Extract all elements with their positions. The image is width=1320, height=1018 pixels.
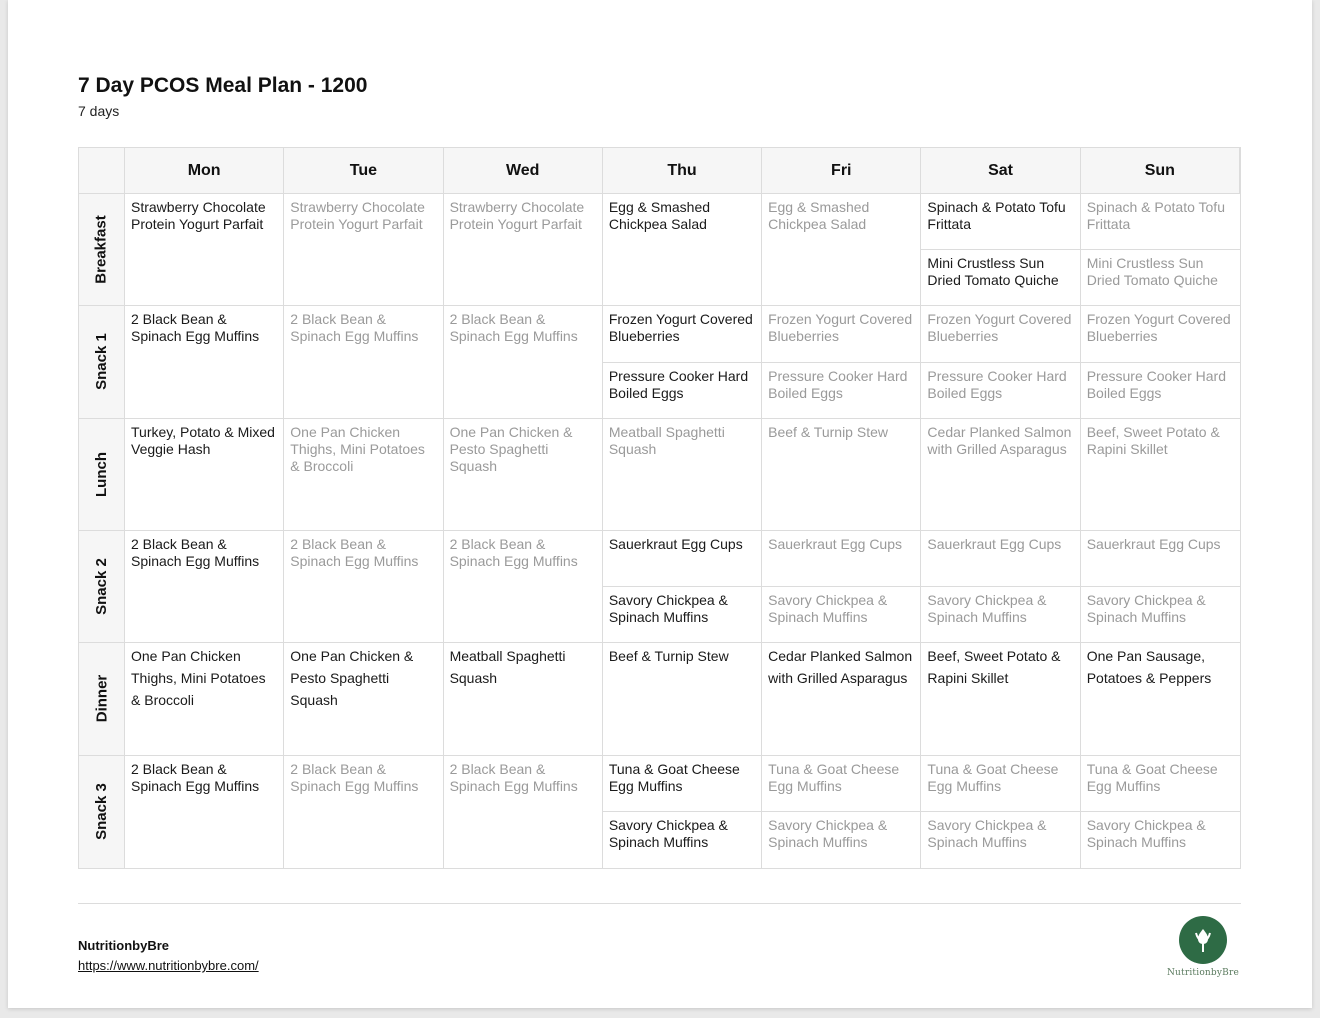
- meal-entry: Savory Chickpea & Spinach Muffins: [603, 586, 761, 642]
- meal-cell: [762, 643, 921, 755]
- meal-cell: [284, 419, 443, 531]
- meal-label-breakfast: [79, 194, 125, 306]
- meal-entry: Savory Chickpea & Spinach Muffins: [762, 811, 920, 868]
- meal-cell: [921, 194, 1080, 306]
- footer-divider: [78, 903, 1241, 904]
- meal-entry: Frozen Yogurt Covered Blueberries: [608, 311, 753, 345]
- meal-entry: Savory Chickpea & Spinach Muffins: [1081, 586, 1240, 642]
- meal-entry: One Pan Chicken & Pesto Spaghetti Squash: [290, 648, 414, 709]
- meal-entry: Savory Chickpea & Spinach Muffins: [1081, 811, 1240, 868]
- meal-cell: [921, 419, 1080, 531]
- meal-entry: Pressure Cooker Hard Boiled Eggs: [603, 362, 761, 418]
- meal-entry: Egg & Smashed Chickpea Salad: [768, 199, 870, 232]
- meal-cell: [921, 306, 1080, 418]
- meal-cell: [284, 194, 443, 306]
- meal-entry: Mini Crustless Sun Dried Tomato Quiche: [1081, 249, 1240, 305]
- meal-cell: [762, 419, 921, 531]
- meal-entry: Strawberry Chocolate Protein Yogurt Parfait: [449, 199, 585, 232]
- meal-cell: [1081, 306, 1240, 418]
- meal-cell: [603, 531, 762, 643]
- meal-cell: [1081, 194, 1240, 306]
- meal-entry: Tuna & Goat Cheese Egg Muffins: [1086, 760, 1218, 794]
- meal-label-text: Snack 1: [93, 333, 110, 391]
- footer-link[interactable]: https://www.nutritionbybre.com/: [78, 958, 259, 973]
- meal-cell: [603, 306, 762, 418]
- meal-entry: Cedar Planked Salmon with Grilled Asparagus: [768, 648, 913, 687]
- meal-entry: Meatball Spaghetti Squash: [608, 423, 725, 457]
- meal-entry: Cedar Planked Salmon with Grilled Asparagus: [927, 423, 1072, 457]
- meal-entry: Spinach & Potato Tofu Frittata: [1086, 199, 1225, 232]
- day-header-thu: Thu: [603, 148, 762, 194]
- day-header-tue: Tue: [284, 148, 443, 194]
- meal-cell: [125, 419, 284, 531]
- meal-entry: Sauerkraut Egg Cups: [1086, 536, 1221, 552]
- meal-cell: [603, 419, 762, 531]
- meal-label-text: Lunch: [93, 451, 110, 497]
- meal-label-text: Snack 2: [93, 558, 110, 616]
- meal-label-snack-1: [79, 306, 125, 418]
- meal-entry: Spinach & Potato Tofu Frittata: [927, 199, 1066, 232]
- meal-cell: [762, 194, 921, 306]
- meal-entry: Beef & Turnip Stew: [768, 423, 888, 440]
- meal-entry: Savory Chickpea & Spinach Muffins: [921, 811, 1079, 868]
- meal-label-snack-2: [79, 531, 125, 643]
- day-header-wed: Wed: [444, 148, 603, 194]
- meal-cell: [444, 531, 603, 643]
- meal-cell: [444, 756, 603, 868]
- meal-entry: Tuna & Goat Cheese Egg Muffins: [608, 760, 740, 794]
- meal-entry: One Pan Chicken & Pesto Spaghetti Squash: [449, 423, 573, 474]
- meal-cell: [125, 306, 284, 418]
- meal-cell: [125, 756, 284, 868]
- table-corner: [79, 148, 125, 194]
- meal-entry: Pressure Cooker Hard Boiled Eggs: [1081, 362, 1240, 418]
- meal-entry: 2 Black Bean & Spinach Egg Muffins: [131, 760, 260, 794]
- footer-brand: NutritionbyBre: [78, 938, 169, 953]
- meal-label-snack-3: [79, 756, 125, 868]
- meal-plan-page: [8, 0, 1312, 1008]
- meal-label-text: Snack 3: [93, 783, 110, 841]
- page-title: 7 Day PCOS Meal Plan - 1200: [78, 74, 368, 97]
- day-header-sat: Sat: [921, 148, 1080, 194]
- meal-cell: [1081, 756, 1240, 868]
- meal-entry: 2 Black Bean & Spinach Egg Muffins: [131, 311, 260, 345]
- meal-entry: Sauerkraut Egg Cups: [927, 536, 1062, 552]
- meal-cell: [444, 306, 603, 418]
- meal-cell: [1081, 419, 1240, 531]
- meal-cell: [444, 643, 603, 755]
- meal-entry: Mini Crustless Sun Dried Tomato Quiche: [921, 249, 1079, 305]
- meal-entry: Frozen Yogurt Covered Blueberries: [927, 311, 1072, 345]
- tulip-icon: [1179, 916, 1227, 964]
- meal-entry: Frozen Yogurt Covered Blueberries: [1086, 311, 1231, 345]
- meal-entry: One Pan Chicken Thighs, Mini Potatoes & Broccoli: [131, 648, 266, 709]
- meal-entry: Savory Chickpea & Spinach Muffins: [762, 586, 920, 642]
- meal-entry: Tuna & Goat Cheese Egg Muffins: [927, 760, 1059, 794]
- meal-plan-table: [78, 147, 1241, 869]
- day-header-mon: Mon: [125, 148, 284, 194]
- meal-entry: Pressure Cooker Hard Boiled Eggs: [762, 362, 920, 418]
- meal-cell: [921, 643, 1080, 755]
- meal-entry: Sauerkraut Egg Cups: [768, 536, 902, 552]
- meal-cell: [921, 531, 1080, 643]
- meal-cell: [444, 194, 603, 306]
- meal-entry: Sauerkraut Egg Cups: [608, 536, 743, 552]
- meal-cell: [921, 756, 1080, 868]
- meal-cell: [444, 419, 603, 531]
- meal-entry: Tuna & Goat Cheese Egg Muffins: [768, 760, 900, 794]
- meal-cell: [762, 756, 921, 868]
- brand-logo: [1162, 916, 1244, 982]
- meal-entry: Meatball Spaghetti Squash: [449, 648, 566, 687]
- meal-label-dinner: [79, 643, 125, 755]
- meal-cell: [603, 643, 762, 755]
- meal-entry: Egg & Smashed Chickpea Salad: [608, 199, 711, 232]
- meal-cell: [284, 756, 443, 868]
- meal-cell: [603, 194, 762, 306]
- meal-cell: [1081, 643, 1240, 755]
- meal-entry: Strawberry Chocolate Protein Yogurt Parfait: [290, 199, 425, 232]
- meal-cell: [762, 531, 921, 643]
- meal-entry: 2 Black Bean & Spinach Egg Muffins: [290, 760, 419, 794]
- meal-entry: Savory Chickpea & Spinach Muffins: [603, 811, 761, 868]
- meal-label-lunch: [79, 419, 125, 531]
- meal-entry: 2 Black Bean & Spinach Egg Muffins: [449, 536, 578, 569]
- logo-text: NutritionbyBre: [1166, 968, 1240, 978]
- day-header-fri: Fri: [762, 148, 921, 194]
- meal-cell: [125, 531, 284, 643]
- meal-entry: One Pan Sausage, Potatoes & Peppers: [1086, 648, 1212, 687]
- meal-cell: [284, 643, 443, 755]
- page-subtitle: 7 days: [78, 103, 120, 119]
- meal-cell: [1081, 531, 1240, 643]
- meal-entry: Beef, Sweet Potato & Rapini Skillet: [1086, 423, 1220, 457]
- meal-entry: Strawberry Chocolate Protein Yogurt Parfait: [131, 199, 266, 232]
- meal-cell: [762, 306, 921, 418]
- meal-entry: 2 Black Bean & Spinach Egg Muffins: [290, 311, 419, 345]
- meal-cell: [284, 306, 443, 418]
- meal-entry: Pressure Cooker Hard Boiled Eggs: [921, 362, 1079, 418]
- meal-cell: [125, 643, 284, 755]
- meal-entry: Beef, Sweet Potato & Rapini Skillet: [927, 648, 1061, 687]
- meal-cell: [603, 756, 762, 868]
- meal-entry: 2 Black Bean & Spinach Egg Muffins: [131, 536, 260, 569]
- meal-entry: Turkey, Potato & Mixed Veggie Hash: [131, 423, 275, 457]
- meal-entry: Savory Chickpea & Spinach Muffins: [921, 586, 1079, 642]
- meal-cell: [125, 194, 284, 306]
- meal-entry: Frozen Yogurt Covered Blueberries: [768, 311, 913, 345]
- meal-cell: [284, 531, 443, 643]
- meal-label-text: Dinner: [93, 675, 111, 723]
- meal-entry: 2 Black Bean & Spinach Egg Muffins: [449, 760, 578, 794]
- meal-entry: 2 Black Bean & Spinach Egg Muffins: [449, 311, 578, 345]
- meal-entry: One Pan Chicken Thighs, Mini Potatoes & Broccoli: [290, 423, 425, 474]
- meal-entry: 2 Black Bean & Spinach Egg Muffins: [290, 536, 419, 569]
- meal-entry: Beef & Turnip Stew: [608, 648, 729, 665]
- day-header-sun: Sun: [1081, 148, 1240, 194]
- meal-label-text: Breakfast: [93, 215, 110, 284]
